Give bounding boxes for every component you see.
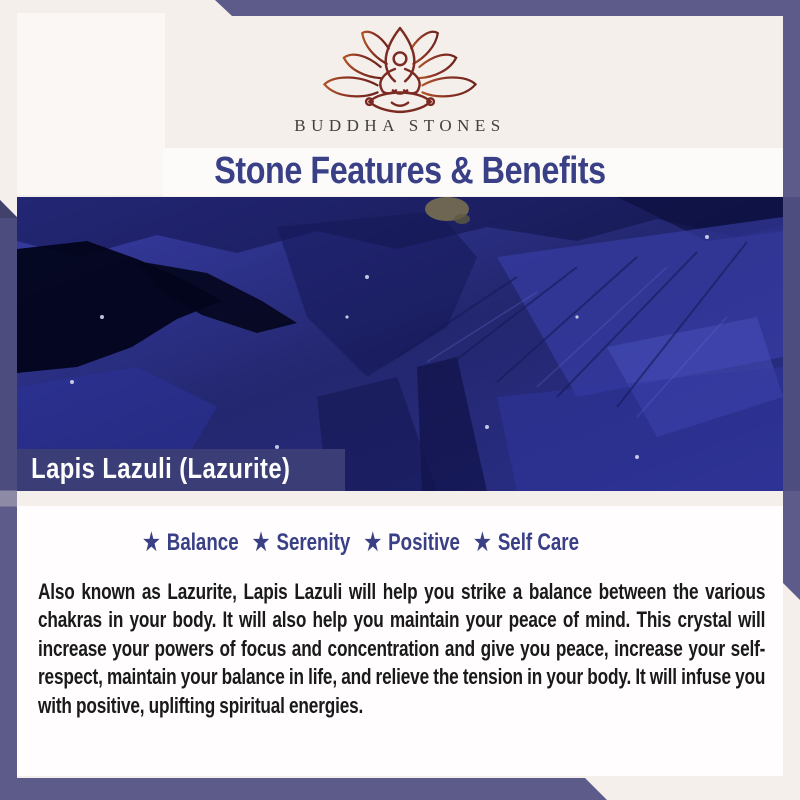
star-icon: ★ <box>252 529 270 556</box>
star-icon: ★ <box>364 529 382 556</box>
ribbon-top <box>215 0 800 16</box>
ribbon-bottom <box>0 778 607 800</box>
description-text: Also known as Lazurite, Lapis Lazuli will help you strike a balance between the various chakras in your body. It will also help you maintain your peace of mind. This crystal will increase your powers of focus and concentration and give you peace, increase your self-respect, maintain your balance in life, and relieve the tension in your body. It will infuse you with positive, uplifting spiritual energies. <box>38 579 766 718</box>
star-icon: ★ <box>143 529 160 556</box>
stone-name-label: Lapis Lazuli (Lazurite) <box>31 453 291 485</box>
stone-name-bar <box>0 449 345 491</box>
feature-label: Serenity <box>276 529 351 556</box>
lotus-logo-icon <box>318 22 482 118</box>
feature-label: Balance <box>166 529 239 556</box>
brand-name: BUDDHA STONES <box>294 116 506 135</box>
features-line <box>143 528 579 557</box>
ribbon-right <box>783 16 800 600</box>
page-title: Stone Features & Benefits <box>214 150 606 192</box>
feature-label: Positive <box>388 529 460 556</box>
benefits-card <box>17 506 783 776</box>
ribbon-left <box>0 200 17 778</box>
stone-photo <box>17 197 783 491</box>
feature-label: Self Care <box>497 529 579 556</box>
star-icon: ★ <box>474 529 491 556</box>
